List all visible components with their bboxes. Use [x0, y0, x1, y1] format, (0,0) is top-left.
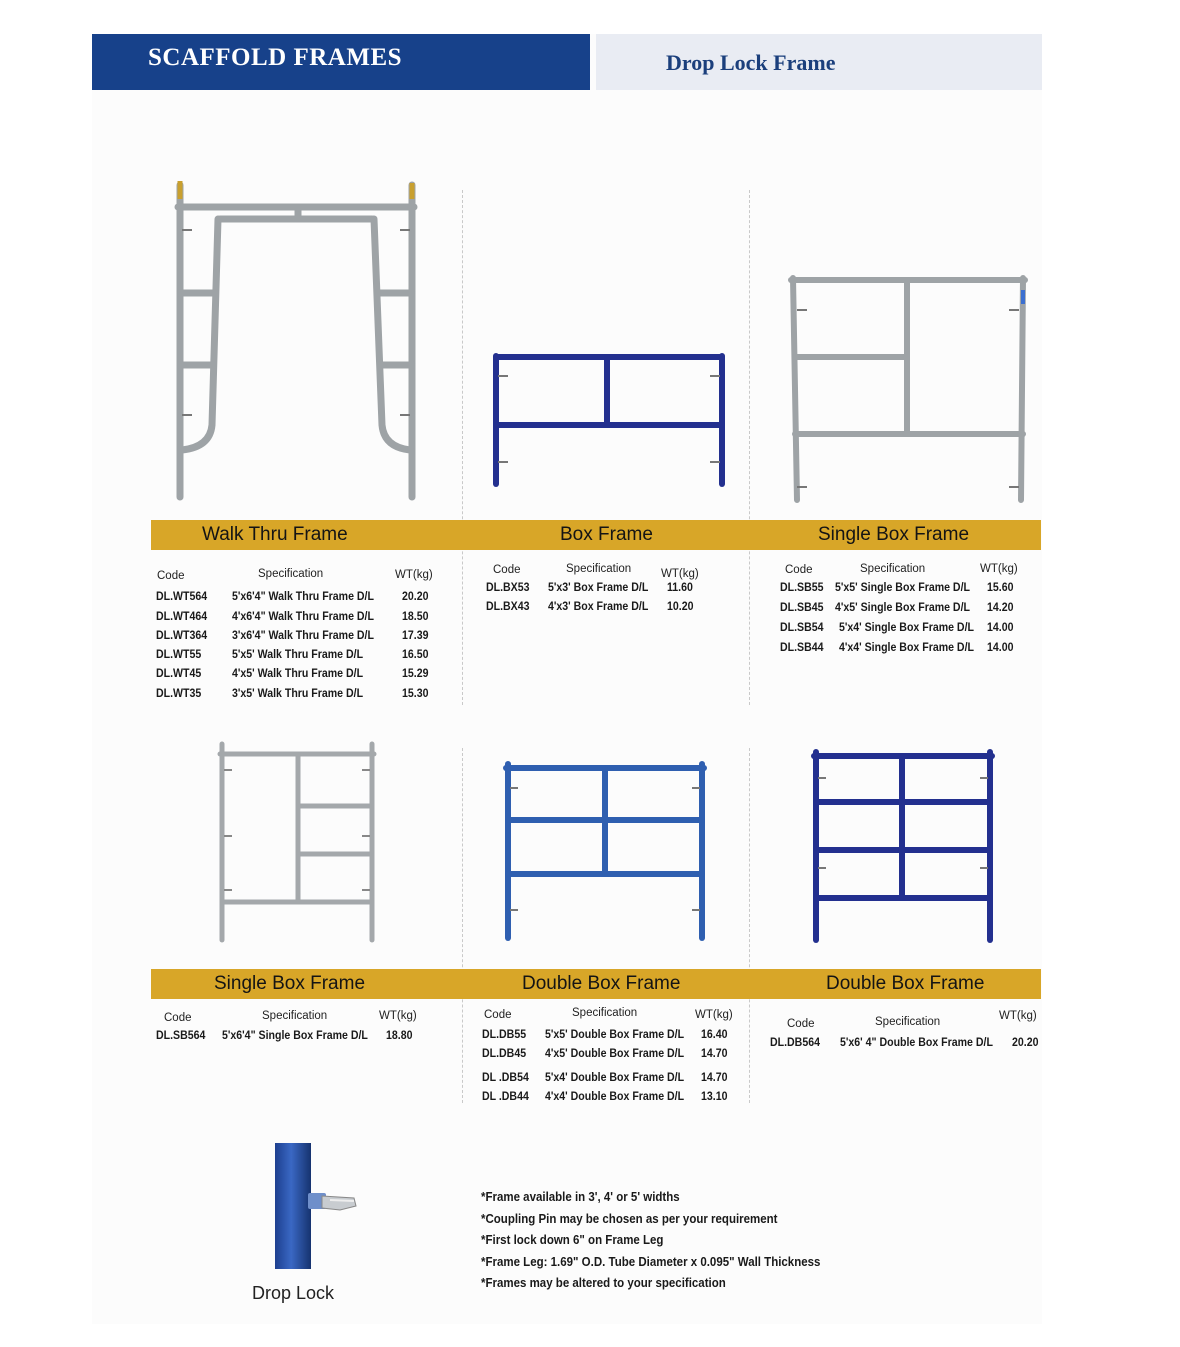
cell-weight: 20.20: [402, 591, 429, 603]
cell-code: DL.DB564: [770, 1037, 820, 1049]
product-title: Double Box Frame: [522, 973, 681, 994]
column-header-spec: Specification: [875, 1016, 941, 1028]
column-header-wt: WT(kg): [999, 1010, 1037, 1022]
cell-code: DL.SB44: [780, 642, 824, 654]
cell-spec: 5'x6'4" Walk Thru Frame D/L: [232, 591, 374, 603]
cell-code: DL.WT464: [156, 611, 208, 623]
note-line: *Frame Leg: 1.69" O.D. Tube Diameter x 0.095" Wall Thickness: [481, 1255, 821, 1269]
cell-spec: 5'x5' Double Box Frame D/L: [545, 1029, 685, 1041]
column-divider: [462, 748, 463, 1103]
cell-weight: 14.00: [987, 622, 1014, 634]
cell-weight: 13.10: [701, 1091, 728, 1103]
cell-spec: 5'x3' Box Frame D/L: [548, 582, 649, 594]
cell-code: DL .DB44: [482, 1091, 529, 1103]
column-header-code: Code: [787, 1018, 815, 1030]
cell-code: DL.BX43: [486, 601, 530, 613]
cell-code: DL.DB45: [482, 1048, 527, 1060]
column-header-spec: Specification: [262, 1010, 328, 1022]
cell-code: DL.WT564: [156, 591, 208, 603]
cell-code: DL.DB55: [482, 1029, 527, 1041]
cell-spec: 4'x5' Single Box Frame D/L: [835, 602, 970, 614]
note-line: *First lock down 6" on Frame Leg: [481, 1233, 664, 1247]
cell-weight: 14.20: [987, 602, 1014, 614]
column-divider: [749, 190, 750, 705]
cell-code: DL.WT55: [156, 649, 202, 661]
cell-spec: 5'x4' Double Box Frame D/L: [545, 1072, 685, 1084]
cell-weight: 14.00: [987, 642, 1014, 654]
cell-spec: 4'x5' Double Box Frame D/L: [545, 1048, 685, 1060]
product-title: Walk Thru Frame: [202, 524, 348, 545]
column-divider: [749, 748, 750, 1103]
column-header-spec: Specification: [566, 563, 632, 575]
cell-weight: 16.40: [701, 1029, 728, 1041]
cell-spec: 4'x3' Box Frame D/L: [548, 601, 649, 613]
column-header-spec: Specification: [258, 568, 324, 580]
product-title: Box Frame: [560, 524, 653, 545]
cell-spec: 4'x4' Double Box Frame D/L: [545, 1091, 685, 1103]
note-line: *Coupling Pin may be chosen as per your requirement: [481, 1212, 778, 1226]
drop-lock-caption: Drop Lock: [252, 1283, 335, 1303]
cell-code: DL.WT35: [156, 688, 202, 700]
cell-code: DL.SB54: [780, 622, 824, 634]
cell-weight: 14.70: [701, 1072, 728, 1084]
page-subtitle: Drop Lock Frame: [666, 50, 836, 75]
cell-code: DL.SB55: [780, 582, 824, 594]
cell-spec: 3'x6'4" Walk Thru Frame D/L: [232, 630, 374, 642]
cell-code: DL .DB54: [482, 1072, 529, 1084]
cell-weight: 18.50: [402, 611, 429, 623]
cell-code: DL.WT364: [156, 630, 208, 642]
cell-code: DL.BX53: [486, 582, 530, 594]
cell-spec: 4'x4' Single Box Frame D/L: [839, 642, 974, 654]
cell-weight: 15.29: [402, 668, 429, 680]
cell-spec: 5'x6' 4" Double Box Frame D/L: [840, 1037, 993, 1049]
column-header-code: Code: [484, 1009, 512, 1021]
walk-thru-frame-image: [160, 175, 430, 505]
cell-weight: 18.80: [386, 1030, 413, 1042]
column-header-code: Code: [785, 564, 813, 576]
product-title: Double Box Frame: [826, 973, 985, 994]
column-divider: [462, 190, 463, 705]
cell-weight: 20.20: [1012, 1037, 1039, 1049]
cell-spec: 4'x5' Walk Thru Frame D/L: [232, 668, 364, 680]
column-header-wt: WT(kg): [980, 563, 1018, 575]
note-line: *Frame available in 3', 4' or 5' widths: [481, 1190, 680, 1204]
drop-lock-image: [270, 1140, 365, 1272]
single-box-frame-tall-image: [216, 740, 381, 945]
double-box-frame-tall-image: [808, 748, 998, 945]
cell-spec: 5'x6'4" Single Box Frame D/L: [222, 1030, 368, 1042]
cell-weight: 10.20: [667, 601, 694, 613]
cell-code: DL.SB45: [780, 602, 824, 614]
header-title-bar: [92, 34, 590, 90]
cell-spec: 5'x5' Walk Thru Frame D/L: [232, 649, 364, 661]
cell-weight: 11.60: [667, 582, 693, 594]
cell-weight: 15.30: [402, 688, 429, 700]
cell-spec: 3'x5' Walk Thru Frame D/L: [232, 688, 364, 700]
column-header-code: Code: [157, 570, 185, 582]
column-header-wt: WT(kg): [695, 1009, 733, 1021]
cell-spec: 4'x6'4" Walk Thru Frame D/L: [232, 611, 374, 623]
column-header-wt: WT(kg): [379, 1010, 417, 1022]
column-header-code: Code: [493, 564, 521, 576]
note-line: *Frames may be altered to your specification: [481, 1276, 726, 1290]
double-box-frame-image: [500, 760, 715, 945]
product-title: Single Box Frame: [214, 973, 366, 994]
header-subtitle-bar: [596, 34, 1042, 90]
cell-code: DL.SB564: [156, 1030, 206, 1042]
cell-weight: 15.60: [987, 582, 1014, 594]
cell-weight: 14.70: [701, 1048, 728, 1060]
cell-spec: 5'x5' Single Box Frame D/L: [835, 582, 970, 594]
column-header-spec: Specification: [860, 563, 926, 575]
cell-spec: 5'x4' Single Box Frame D/L: [839, 622, 974, 634]
column-header-spec: Specification: [572, 1007, 638, 1019]
cell-weight: 16.50: [402, 649, 429, 661]
page-title: SCAFFOLD FRAMES: [148, 44, 403, 71]
box-frame-image: [490, 350, 730, 490]
column-header-code: Code: [164, 1012, 192, 1024]
cell-weight: 17.39: [402, 630, 429, 642]
cell-code: DL.WT45: [156, 668, 202, 680]
column-header-wt: WT(kg): [661, 568, 699, 580]
product-title: Single Box Frame: [818, 524, 970, 545]
column-header-wt: WT(kg): [395, 569, 433, 581]
single-box-frame-image: [785, 272, 1035, 507]
